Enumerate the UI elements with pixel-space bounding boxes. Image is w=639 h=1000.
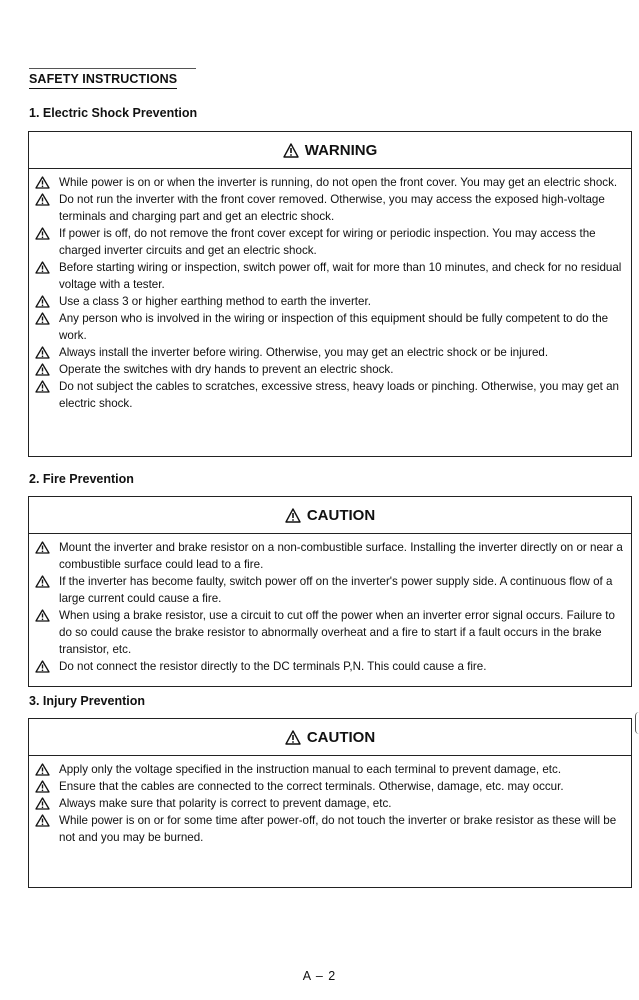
item-text: Do not run the inverter with the front cover removed. Otherwise, you may access the exposed high-voltage terminals and charging part and get an electric shock.: [59, 193, 605, 223]
section-heading-injury: 3. Injury Prevention: [29, 694, 146, 708]
box-label: WARNING: [304, 141, 378, 159]
box-header: [29, 497, 631, 534]
item-text: Any person who is involved in the wiring or inspection of this equipment should be fully competent to do the work.: [59, 312, 609, 342]
warning-triangle-icon: [283, 143, 299, 158]
item-text: When using a brake resistor, use a circuit to cut off the power when an inverter error signal occurs. Failure to do so could cause the brake resistor to abnormally overheat and a fire to start if a fault occurs in the brake transistor, etc.: [59, 609, 615, 656]
warning-triangle-icon: [35, 312, 50, 325]
caution-box-injury: [28, 718, 632, 888]
list-item: [35, 812, 625, 846]
item-text: Operate the switches with dry hands to prevent an electric shock.: [59, 363, 394, 376]
item-text: Always install the inverter before wiring. Otherwise, you may get an electric shock or be injured.: [59, 346, 549, 359]
warning-triangle-icon: [35, 193, 50, 206]
item-text: While power is on or for some time after power-off, do not touch the inverter or brake resistor as these will be not and you may be burned.: [59, 814, 617, 844]
warning-triangle-icon: [35, 363, 50, 376]
item-text: Ensure that the cables are connected to the correct terminals. Otherwise, damage, etc. may occur.: [59, 780, 564, 793]
caution-box-fire: [28, 496, 632, 687]
warning-triangle-icon: [35, 380, 50, 393]
section-heading-fire: 2. Fire Prevention: [29, 472, 134, 486]
item-text: Before starting wiring or inspection, switch power off, wait for more than 10 minutes, and check for no residual voltage with a tester.: [59, 261, 622, 291]
list-item: [35, 174, 625, 191]
item-text: While power is on or when the inverter is running, do not open the front cover. You may get an electric shock.: [59, 176, 618, 189]
warning-triangle-icon: [35, 660, 50, 673]
item-text: Always make sure that polarity is correct to prevent damage, etc.: [59, 797, 392, 810]
warning-triangle-icon: [35, 575, 50, 588]
list-item: [35, 658, 625, 675]
warning-triangle-icon: [35, 609, 50, 622]
warning-triangle-icon: [35, 176, 50, 189]
warning-triangle-icon: [35, 227, 50, 240]
warning-triangle-icon: [35, 814, 50, 827]
list-item: [35, 344, 625, 361]
page-title: SAFETY INSTRUCTIONS: [29, 72, 177, 89]
warning-triangle-icon: [285, 508, 301, 523]
box-header: [29, 719, 631, 756]
list-item: [35, 778, 625, 795]
item-text: If power is off, do not remove the front cover except for wiring or periodic inspection. You may access the charged inverter circuits and get an electric shock.: [59, 227, 596, 257]
warning-triangle-icon: [35, 295, 50, 308]
warning-triangle-icon: [35, 763, 50, 776]
warning-triangle-icon: [35, 541, 50, 554]
item-text: Do not connect the resistor directly to the DC terminals P,N. This could cause a fire.: [59, 660, 487, 673]
title-top-rule: [29, 68, 196, 69]
list-item: [35, 761, 625, 778]
list-item: [35, 310, 625, 344]
item-text: Mount the inverter and brake resistor on a non-combustible surface. Installing the inverter directly on or near a combustible surface could lead to a fire.: [59, 541, 623, 571]
warning-triangle-icon: [35, 780, 50, 793]
item-list: [29, 756, 631, 850]
box-header: [29, 132, 631, 169]
list-item: [35, 378, 625, 412]
list-item: [35, 293, 625, 310]
list-item: [35, 607, 625, 658]
list-item: [35, 539, 625, 573]
warning-triangle-icon: [35, 797, 50, 810]
item-text: Apply only the voltage specified in the instruction manual to each terminal to prevent damage, etc.: [59, 763, 562, 776]
item-list: [29, 169, 631, 416]
warning-box-electric-shock: [28, 131, 632, 457]
list-item: [35, 361, 625, 378]
margin-mark: [635, 712, 639, 734]
warning-triangle-icon: [35, 261, 50, 274]
list-item: [35, 573, 625, 607]
list-item: [35, 259, 625, 293]
list-item: [35, 191, 625, 225]
box-label: CAUTION: [306, 728, 376, 746]
page-number: A – 2: [302, 969, 337, 983]
item-text: If the inverter has become faulty, switch power off on the inverter's power supply side. A continuous flow of a large current could cause a fire.: [59, 575, 613, 605]
warning-triangle-icon: [285, 730, 301, 745]
list-item: [35, 225, 625, 259]
item-list: [29, 534, 631, 679]
section-heading-electric-shock: 1. Electric Shock Prevention: [29, 106, 198, 120]
item-text: Do not subject the cables to scratches, excessive stress, heavy loads or pinching. Otherwise, you may get an electric shock.: [59, 380, 619, 410]
box-label: CAUTION: [306, 506, 376, 524]
list-item: [35, 795, 625, 812]
warning-triangle-icon: [35, 346, 50, 359]
item-text: Use a class 3 or higher earthing method to earth the inverter.: [59, 295, 371, 308]
